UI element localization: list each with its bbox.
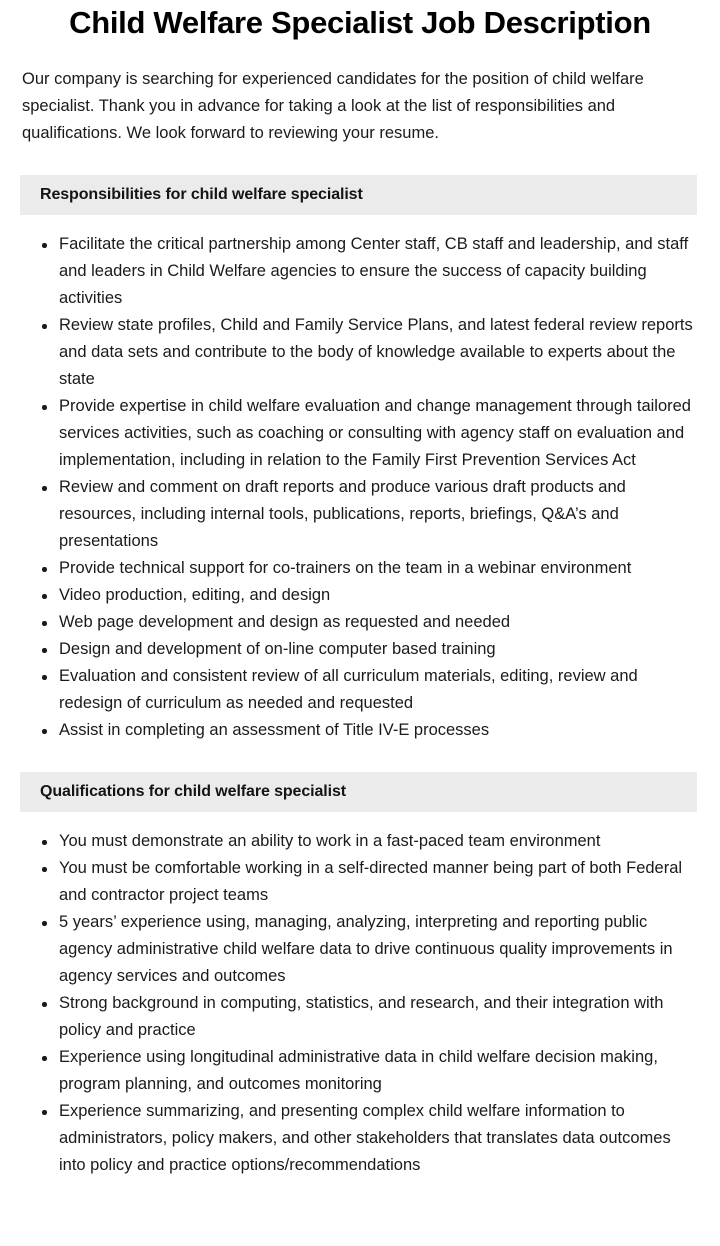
list-item: Review and comment on draft reports and produce various draft products and resources, including internal tools, publications, reports, briefings, Q&A’s and presentations	[0, 474, 700, 555]
list-item: Provide expertise in child welfare evaluation and change management through tailored services activities, such as coaching or consulting with agency staff on evaluation and implementation, including in relation to the Family First Prevention Services Act	[0, 393, 700, 474]
list-item: Provide technical support for co-trainers on the team in a webinar environment	[0, 555, 700, 582]
list-item: Strong background in computing, statistics, and research, and their integration with policy and practice	[0, 990, 700, 1044]
list-item: Design and development of on-line computer based training	[0, 636, 700, 663]
list-item: Experience summarizing, and presenting complex child welfare information to administrators, policy makers, and other stakeholders that translates data outcomes into policy and practice options/recommendations	[0, 1098, 700, 1179]
list-item: Assist in completing an assessment of Title IV-E processes	[0, 717, 700, 744]
section-header-qualifications	[20, 772, 697, 812]
list-item: 5 years’ experience using, managing, analyzing, interpreting and reporting public agency administrative child welfare data to drive continuous quality improvements in agency services and outcomes	[0, 909, 700, 990]
section-header-responsibilities	[20, 175, 697, 215]
section-header-title: Qualifications for child welfare specialist	[40, 783, 347, 800]
section-responsibilities	[0, 175, 720, 744]
page-bottom-spacer	[0, 1179, 720, 1207]
intro-paragraph: Our company is searching for experienced candidates for the position of child welfare specialist. Thank you in advance for taking a look at the list of responsibilities and qualifications. We look forward to reviewing your resume.	[22, 70, 644, 142]
list-item: Video production, editing, and design	[0, 582, 700, 609]
page-title: Child Welfare Specialist Job Description	[69, 5, 651, 40]
list-item: Experience using longitudinal administrative data in child welfare decision making, program planning, and outcomes monitoring	[0, 1044, 700, 1098]
list-item: Web page development and design as requested and needed	[0, 609, 700, 636]
list-item: Evaluation and consistent review of all curriculum materials, editing, review and redesign of curriculum as needed and requested	[0, 663, 700, 717]
qualifications-list	[0, 812, 720, 1179]
section-header-title: Responsibilities for child welfare specialist	[40, 186, 363, 203]
list-item: You must be comfortable working in a self-directed manner being part of both Federal and contractor project teams	[0, 855, 700, 909]
list-item: Review state profiles, Child and Family Service Plans, and latest federal review reports and data sets and contribute to the body of knowledge available to experts about the state	[0, 312, 700, 393]
responsibilities-list	[0, 215, 720, 744]
list-item: Facilitate the critical partnership among Center staff, CB staff and leadership, and staff and leaders in Child Welfare agencies to ensure the success of capacity building activities	[0, 231, 700, 312]
list-item: You must demonstrate an ability to work in a fast-paced team environment	[0, 828, 700, 855]
section-qualifications	[0, 772, 720, 1179]
